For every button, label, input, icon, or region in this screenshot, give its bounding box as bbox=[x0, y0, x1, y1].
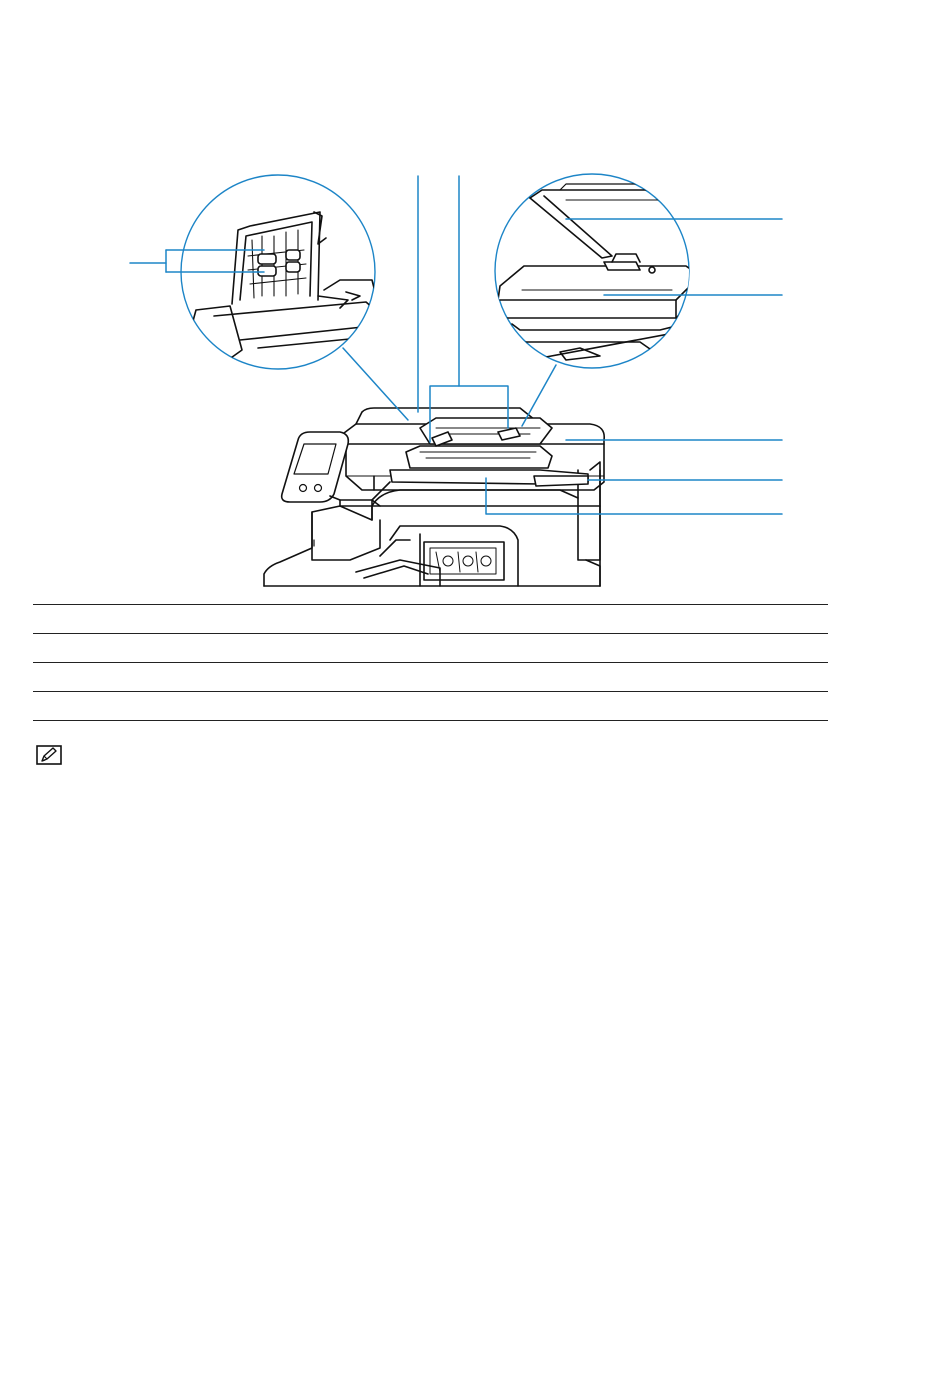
printer-illustration bbox=[264, 408, 604, 586]
table-row bbox=[33, 634, 828, 662]
magnify-circle-scanner-glass bbox=[495, 174, 700, 368]
table-rule-bottom bbox=[33, 720, 828, 721]
callout-right-connector bbox=[522, 365, 556, 426]
printer-parts-diagram bbox=[0, 0, 950, 600]
table-row bbox=[33, 605, 828, 633]
note-pencil-icon bbox=[36, 745, 62, 765]
callout-left-connector bbox=[343, 348, 408, 420]
table-row bbox=[33, 692, 828, 720]
table-row bbox=[33, 663, 828, 691]
printer-parts-figure bbox=[0, 0, 950, 600]
